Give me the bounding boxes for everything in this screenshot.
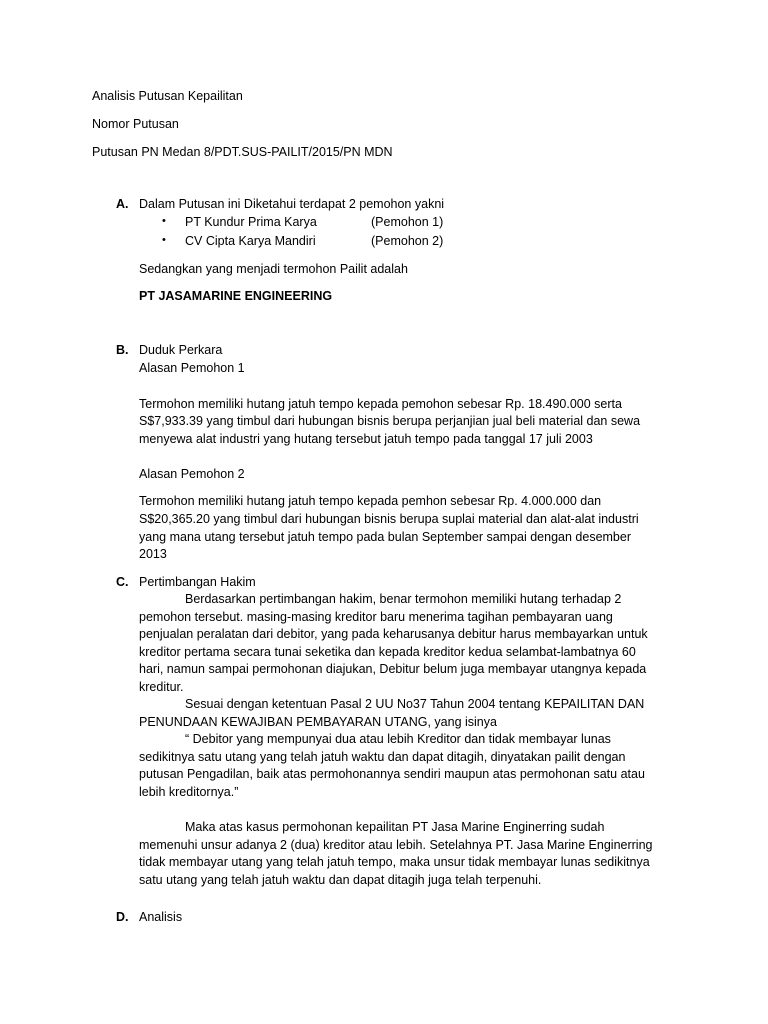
ketentuan-line: PENUNDAAN KEWAJIBAN PEMBAYARAN UTANG, yang isinya [139, 715, 497, 729]
nomor-putusan-value: Putusan PN Medan 8/PDT.SUS-PAILIT/2015/PN MDN [92, 145, 393, 159]
ketentuan-line: Sesuai dengan ketentuan Pasal 2 UU No37 Tahun 2004 tentang KEPAILITAN DAN [185, 697, 645, 711]
alasan-2-line: Termohon memiliki hutang jatuh tempo kepada pemhon sebesar Rp. 4.000.000 dan [139, 494, 602, 508]
section-c-letter: C. [116, 575, 129, 589]
section-a-letter: A. [116, 197, 129, 211]
termohon-intro: Sedangkan yang menjadi termohon Pailit adalah [139, 262, 408, 276]
quote-line: putusan Pengadilan, baik atas permohonannya sendiri maupun atas permohonan satu atau [139, 767, 645, 781]
kesimpulan-line: tidak membayar utang yang telah jatuh tempo, maka unsur tidak membayar lunas sedikitnya [139, 855, 650, 869]
document-title: Analisis Putusan Kepailitan [92, 89, 243, 103]
alasan-pemohon-1-title: Alasan Pemohon 1 [139, 361, 245, 375]
alasan-2-line: 2013 [139, 547, 167, 561]
pemohon-1-name: PT Kundur Prima Karya [185, 215, 317, 229]
bullet-icon: • [162, 215, 166, 227]
pertimbangan-line: penjualan peralatan dari debitor, yang pada keharusanya debitur harus membayarkan untuk [139, 627, 648, 641]
section-b-letter: B. [116, 343, 129, 357]
kesimpulan-line: Maka atas kasus permohonan kepailitan PT Jasa Marine Enginerring sudah [185, 820, 605, 834]
section-b-heading: Duduk Perkara [139, 343, 223, 357]
nomor-putusan-label: Nomor Putusan [92, 117, 179, 131]
alasan-1-line: Termohon memiliki hutang jatuh tempo kepada pemohon sebesar Rp. 18.490.000 serta [139, 397, 622, 411]
kesimpulan-line: satu utang yang telah jatuh waktu dan dapat ditagih juga telah terpenuhi. [139, 873, 542, 887]
alasan-1-line: S$7,933.39 yang timbul dari hubungan bisnis berupa perjanjian jual beli material dan sewa [139, 414, 641, 428]
pemohon-2-role: (Pemohon 2) [371, 234, 444, 248]
pertimbangan-line: Berdasarkan pertimbangan hakim, benar termohon memiliki hutang terhadap 2 [185, 592, 622, 606]
pertimbangan-line: kreditor pertama secara tunai seketika dan kepada kreditor kedua selambat-lambatnya 60 [139, 645, 636, 659]
alasan-pemohon-2-title: Alasan Pemohon 2 [139, 467, 245, 481]
termohon-name: PT JASAMARINE ENGINEERING [139, 289, 333, 303]
quote-line: “ Debitor yang mempunyai dua atau lebih Kreditor dan tidak membayar lunas [185, 732, 611, 746]
section-a-intro: Dalam Putusan ini Diketahui terdapat 2 pemohon yakni [139, 197, 445, 211]
pemohon-1-role: (Pemohon 1) [371, 215, 444, 229]
alasan-2-line: S$20,365.20 yang timbul dari hubungan bisnis berupa suplai material dan alat-alat industri [139, 512, 639, 526]
bullet-icon: • [162, 234, 166, 246]
alasan-2-line: yang mana utang tersebut jatuh tempo pada bulan September sampai dengan desember [139, 530, 631, 544]
quote-line: sedikitnya satu utang yang telah jatuh waktu dan dapat ditagih, dinyatakan pailit dengan [139, 750, 626, 764]
section-d-letter: D. [116, 910, 129, 924]
alasan-1-line: menyewa alat industri yang hutang tersebut jatuh tempo pada tanggal 17 juli 2003 [139, 432, 593, 446]
pertimbangan-line: hari, namun sampai permohonan diajukan, Debitur belum juga membayar utangnya kepada [139, 662, 647, 676]
section-d-heading: Analisis [139, 910, 183, 924]
pertimbangan-line: pemohon tersebut. masing-masing kreditor baru menerima tagihan pembayaran uang [139, 610, 613, 624]
section-c-heading: Pertimbangan Hakim [139, 575, 256, 589]
pemohon-2-name: CV Cipta Karya Mandiri [185, 234, 316, 248]
quote-line: lebih kreditornya.” [139, 785, 239, 799]
kesimpulan-line: memenuhi unsur adanya 2 (dua) kreditor atau lebih. Setelahnya PT. Jasa Marine Enginerring [139, 838, 653, 852]
pertimbangan-line: kreditur. [139, 680, 184, 694]
